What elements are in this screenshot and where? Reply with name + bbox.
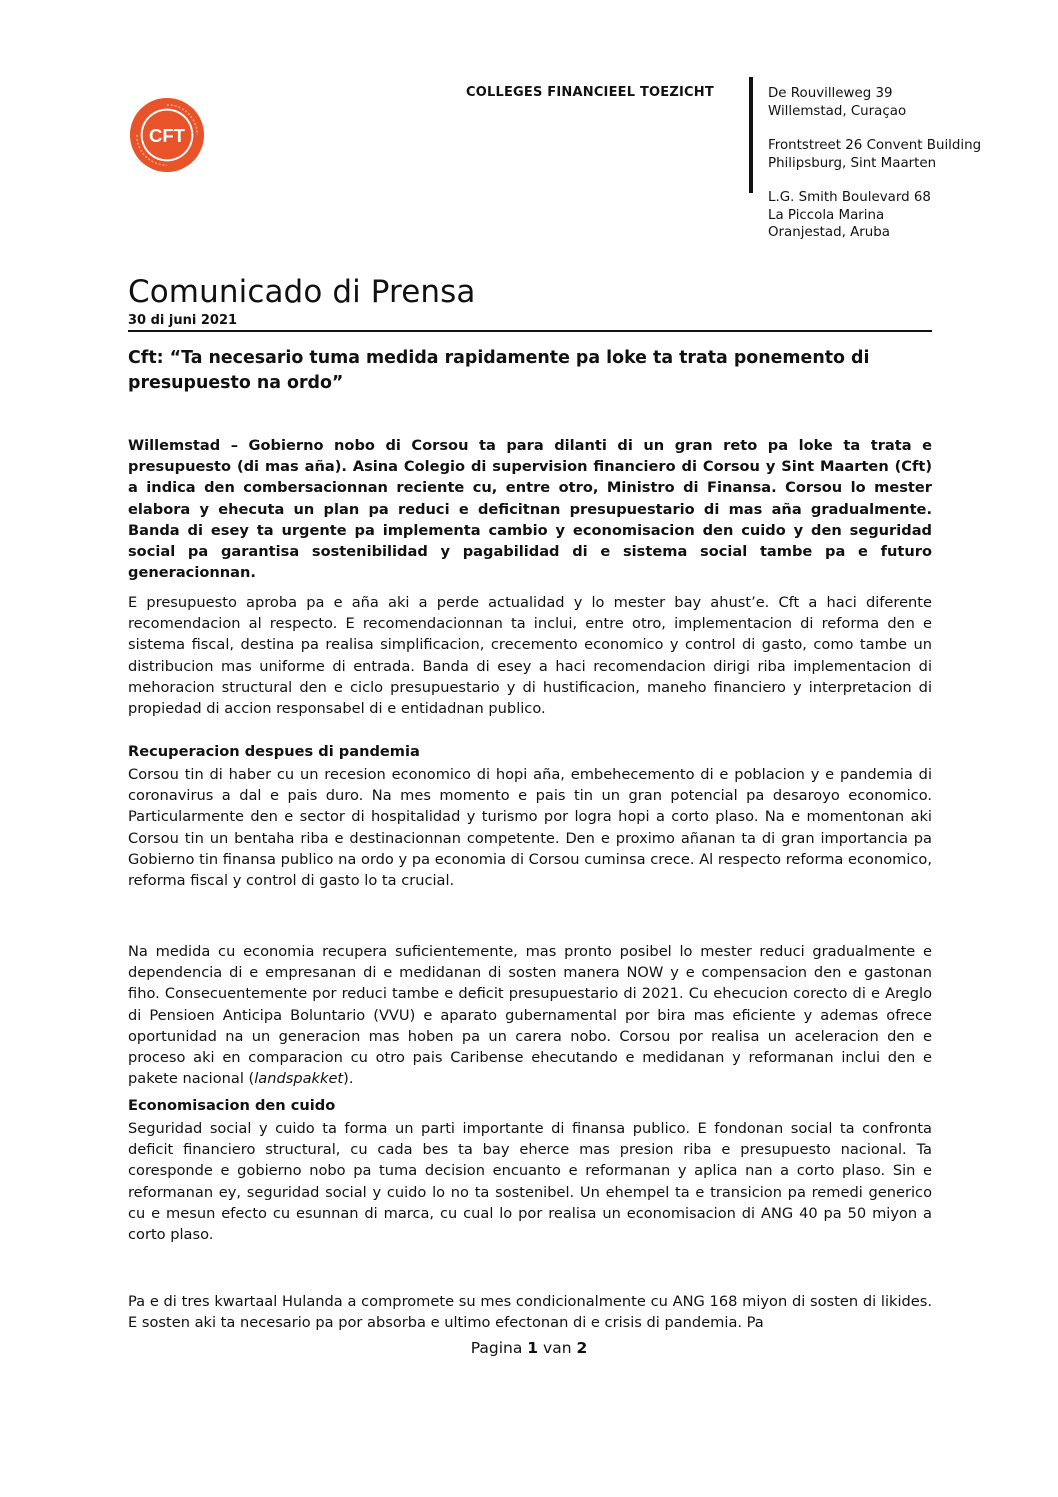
- body-paragraph: Seguridad social y cuido ta forma un parti importante di finansa publico. E fondonan social ta confronta deficit financiero structural, cu cada bes ta bay eherce mas presion riba e presupuesto nacional. Ta coresponde e gobierno nobo pa tuma decision encuanto e reformanan y aplica nan a corto plaso. Sin e reformanan ey, seguridad social y cuido lo no ta sostenibel. Un ehempel ta e transicion pa remedi generico cu e mesun efecto cu esunnan di marca, cu cual lo por realisa un economisacion di ANG 40 pa 50 miyon a corto plaso.: [128, 1120, 932, 1244]
- headline: Cft: “Ta necesario tuma medida rapidamente pa loke ta trata ponemento di presupuesto na ordo”: [128, 348, 870, 393]
- address-line: De Rouvilleweg 39: [768, 86, 893, 101]
- address-line: Philipsburg, Sint Maarten: [768, 155, 937, 171]
- page-title: Comunicado di Prensa: [128, 274, 476, 310]
- organization-name: COLLEGES FINANCIEEL TOEZICHT: [466, 85, 714, 100]
- address-line: L.G. Smith Boulevard 68: [768, 190, 931, 205]
- body-paragraph: E presupuesto aproba pa e aña aki a perde actualidad y lo mester bay ahust’e. Cft a haci diferente recomendacion al respecto. E recomendacionnan ta inclui, entre otro, implementacion di reforma den e sistema fiscal, destina pa realisa simplificacion, crecemento economico y control di gasto, como tambe un distribucion mas uniforme di entrada. Banda di esey a haci recomendacion dirigi riba implementacion di mehoracion structural den e ciclo presupuestario y di hustificacion, maneho financiero y interpretacion di propiedad di accion responsabel di e entidadnan publico.: [128, 594, 932, 718]
- cft-logo: [128, 96, 206, 174]
- address-curacao: [768, 85, 906, 120]
- body-paragraph: Pa e di tres kwartaal Hulanda a compromete su mes condicionalmente cu ANG 168 miyon di sosten di likides. E sosten aki ta necesario pa por absorba e ultimo efectonan di e crisis di pandemia. Pa: [128, 1293, 932, 1332]
- text-span: Na medida cu economia recupera suficientemente, mas pronto posibel lo mester reduci gradualmente e dependencia di e empresanan di e medidanan di sosten manera NOW y e compensacion den e gastonan fiho. Consecuentemente por reduci tambe e deficit presupuestario di 2021. Cu ehecucion corecto di e Areglo di Pensioen Anticipa Boluntario (VVU) e aparato gubernamental por bira mas eficiente y ademas ofrece oportunidad na un generacion mas hoben pa un carera nobo. Corsou por realisa un aceleracion den e proceso aki en comparacion cu otro pais Caribense ehecutando e medidanan y reformanan inclui den e pakete nacional (: [128, 943, 932, 1088]
- section-heading-care: Economisacion den cuido: [128, 1097, 336, 1114]
- address-line: Oranjestad, Aruba: [768, 225, 890, 240]
- text-span: ).: [343, 1070, 354, 1088]
- address-aruba: [768, 189, 931, 242]
- address-line: La Piccola Marina: [768, 207, 885, 223]
- footer-page-number: 1: [527, 1339, 539, 1357]
- address-line: Willemstad, Curaçao: [768, 103, 907, 119]
- logo-text: CFT: [149, 124, 185, 146]
- footer-separator: van: [543, 1339, 572, 1357]
- body-paragraph: [128, 941, 932, 1089]
- section-heading-recovery: Recuperacion despues di pandemia: [128, 743, 420, 760]
- italic-term: landspakket: [254, 1070, 344, 1088]
- address-line: Frontstreet 26 Convent Building: [768, 138, 982, 153]
- press-date: 30 di juni 2021: [128, 313, 238, 328]
- page-footer: [0, 1339, 1058, 1357]
- lead-paragraph: Willemstad – Gobierno nobo di Corsou ta para dilanti di un gran reto pa loke ta trata e presupuesto (di mas aña). Asina Colegio di supervision financiero di Corsou y Sint Maarten (Cft) a indica den combersacionnan reciente cu, entre otro, Ministro di Finansa. Corsou lo mester elabora y ehecuta un plan pa reduci e deficitnan presupuestario di mas aña gradualmente. Banda di esey ta urgente pa implementa cambio y economisacion den cuido y den seguridad social pa garantisa sostenibilidad y pagabilidad di e sistema social tambe pa e futuro generacionnan.: [128, 437, 932, 582]
- footer-label: Pagina: [470, 1339, 523, 1357]
- body-paragraph: Corsou tin di haber cu un recesion economico di hopi aña, embehecemento di e poblacion y e pandemia di coronavirus a dal e pais duro. Na mes momento e pais tin un gran potencial pa desaroyo economico. Particularmente den e sector di hospitalidad y turismo por logra hopi a corto plaso. Na e momentonan aki Corsou tin un bentaha riba e destinacionnan competente. Den e proximo añanan ta di gran importancia pa Gobierno tin finansa publico na ordo y pa economia di Corsou cuminsa crece. Al respecto reforma economico, reforma fiscal y control di gasto lo ta crucial.: [128, 766, 932, 890]
- footer-page-total: 2: [576, 1339, 588, 1357]
- title-rule: [128, 330, 932, 332]
- address-sint-maarten: [768, 137, 981, 172]
- header-divider: [749, 77, 753, 193]
